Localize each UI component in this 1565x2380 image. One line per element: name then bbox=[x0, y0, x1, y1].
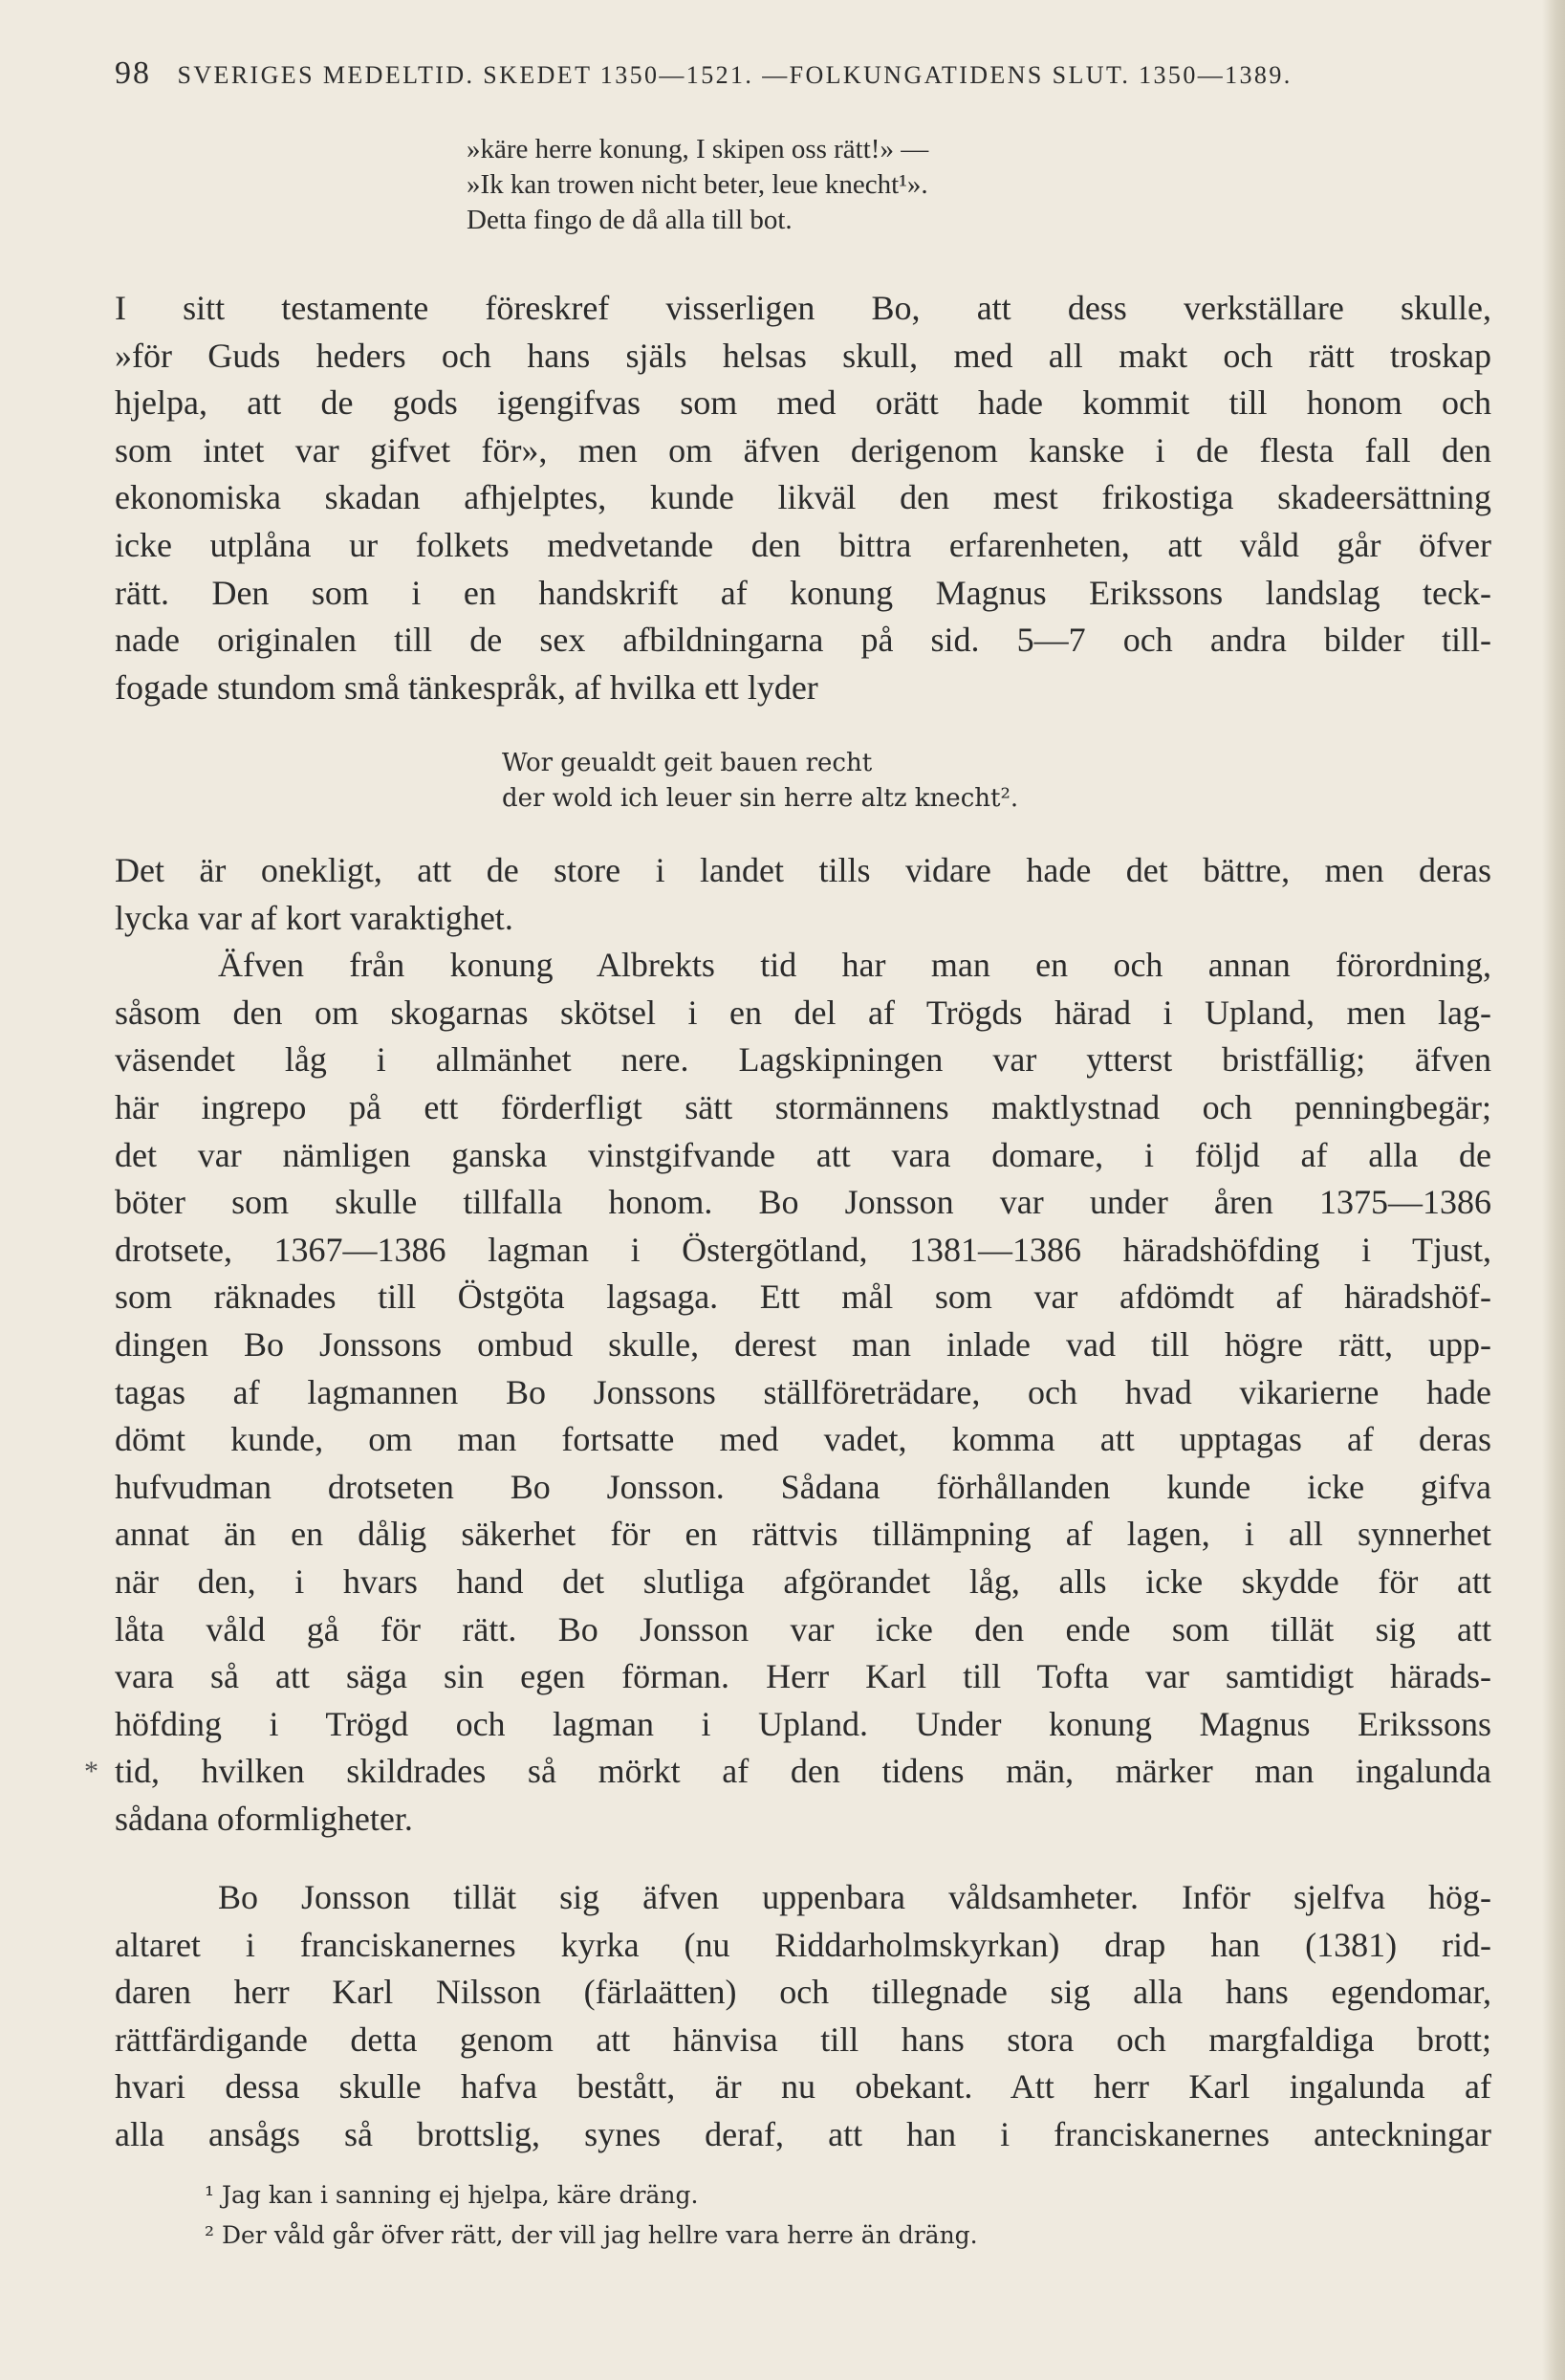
text-line: daren herr Karl Nilsson (färlaätten) och tillegnade sig alla hans egendomar, bbox=[115, 1973, 1491, 2012]
text-line: böter som skulle tillfalla honom. Bo Jonsson var under åren 1375—1386 bbox=[115, 1183, 1491, 1222]
text-line: drotsete, 1367—1386 lagman i Östergötland, 1381—1386 häradshöfding i Tjust, bbox=[115, 1230, 1491, 1269]
text-line: hufvudman drotseten Bo Jonsson. Sådana förhållanden kunde icke gifva bbox=[115, 1467, 1491, 1506]
text-line: såsom den om skogarnas skötsel i en del af Trögds härad i Upland, men lag- bbox=[115, 993, 1491, 1032]
paragraph-law bbox=[115, 847, 1491, 1843]
verse-line: Wor geualdt geit bauen recht bbox=[502, 749, 873, 777]
text-line: som räknades till Östgöta lagsaga. Ett mål som var afdömdt af häradshöf- bbox=[115, 1277, 1491, 1317]
footnote: ¹ Jag kan i sanning ej hjelpa, käre dräng. bbox=[205, 2181, 699, 2209]
text-line: låta våld gå för rätt. Bo Jonsson var icke den ende som tillät sig att bbox=[115, 1609, 1491, 1649]
verse-line: Detta fingo de då alla till bot. bbox=[467, 205, 793, 235]
paragraph-violence bbox=[115, 1874, 1491, 2159]
text-line: hvari dessa skulle hafva bestått, är nu obekant. Att herr Karl ingalunda af bbox=[115, 2067, 1491, 2107]
text-line: nade originalen till de sex afbildningarna på sid. 5—7 och andra bilder till- bbox=[115, 621, 1491, 660]
footnotes bbox=[205, 2175, 1447, 2256]
text-line: dömt kunde, om man fortsatte med vadet, komma att upptagas af deras bbox=[115, 1420, 1491, 1459]
text-line: det var nämligen ganska vinstgifvande att vara domare, i följd af alla de bbox=[115, 1135, 1491, 1174]
text-line: fogade stundom små tänkespråk, af hvilka ett lyder bbox=[115, 667, 818, 707]
text-line: sådana oformligheter. bbox=[115, 1799, 413, 1838]
text-line: lycka var af kort varaktighet. bbox=[115, 898, 513, 937]
text-line: ekonomiska skadan afhjelptes, kunde likväl den mest frikostiga skadeersättning bbox=[115, 478, 1491, 517]
verse-line: »Ik kan trowen nicht beter, leue knecht¹». bbox=[467, 169, 928, 200]
text-line: vara så att säga sin egen förman. Herr Karl till Tofta var samtidigt härads- bbox=[115, 1657, 1491, 1696]
verse-quote-top bbox=[467, 132, 928, 238]
paragraph-testament bbox=[115, 285, 1491, 711]
text-line: »för Guds heders och hans själs helsas skull, med all makt och rätt troskap bbox=[115, 336, 1491, 375]
verse-line: der wold ich leuer sin herre altz knecht². bbox=[502, 784, 1019, 813]
text-line: rättfärdigande detta genom att hänvisa till hans stora och margfaldiga brott; bbox=[115, 2020, 1491, 2059]
margin-asterisk: * bbox=[84, 1756, 98, 1787]
verse-quote-middle bbox=[502, 746, 1018, 817]
running-head-title: SVERIGES MEDELTID. SKEDET 1350—1521. —FOLKUNGATIDENS SLUT. 1350—1389. bbox=[177, 61, 1293, 89]
text-line: tid, hvilken skildrades så mörkt af den tidens män, märker man ingalunda bbox=[115, 1752, 1491, 1791]
text-line: tagas af lagmannen Bo Jonssons ställföreträdare, och hvad vikarierne hade bbox=[115, 1372, 1491, 1411]
page-number: 98 bbox=[115, 55, 151, 91]
text-line: höfding i Trögd och lagman i Upland. Under konung Magnus Erikssons bbox=[115, 1704, 1491, 1743]
text-line: väsendet låg i allmänhet nere. Lagskipningen var ytterst bristfällig; äfven bbox=[115, 1040, 1491, 1080]
text-line: Äfven från konung Albrekts tid har man en och annan förordning, bbox=[218, 946, 1491, 985]
text-line: rätt. Den som i en handskrift af konung Magnus Erikssons landslag teck- bbox=[115, 573, 1491, 612]
text-line: Bo Jonsson tillät sig äfven uppenbara våldsamheter. Inför sjelfva hög- bbox=[218, 1878, 1491, 1916]
text-line: som intet var gifvet för», men om äfven derigenom kanske i de flesta fall den bbox=[115, 430, 1491, 469]
text-line: när den, i hvars hand det slutliga afgörandet låg, alls icke skydde för att bbox=[115, 1561, 1491, 1601]
text-line: dingen Bo Jonssons ombud skulle, derest man inlade vad till högre rätt, upp- bbox=[115, 1324, 1491, 1364]
text-line: alla ansågs så brottslig, synes deraf, att han i franciskanernes anteckningar bbox=[115, 2114, 1491, 2153]
text-line: här ingrepo på ett förderfligt sätt stormännens maktlystnad och penningbegär; bbox=[115, 1087, 1491, 1126]
text-line: I sitt testamente föreskref visserligen Bo, att dess verkställare skulle, bbox=[115, 289, 1491, 327]
verse-line: »käre herre konung, I skipen oss rätt!» — bbox=[467, 134, 929, 164]
page-edge bbox=[1542, 0, 1565, 2380]
text-line: Det är onekligt, att de store i landet tills vidare hade det bättre, men deras bbox=[115, 851, 1491, 889]
text-line: icke utplåna ur folkets medvetande den bittra erfarenheten, att våld går öfver bbox=[115, 525, 1491, 564]
footnote: ² Der våld går öfver rätt, der vill jag hellre vara herre än dräng. bbox=[205, 2221, 978, 2249]
running-header bbox=[115, 55, 1511, 92]
text-line: altaret i franciskanernes kyrka (nu Riddarholmskyrkan) drap han (1381) rid- bbox=[115, 1925, 1491, 1964]
text-line: hjelpa, att de gods igengifvas som med orätt hade kommit till honom och bbox=[115, 383, 1491, 423]
text-line: annat än en dålig säkerhet för en rättvis tillämpning af lagen, i all synnerhet bbox=[115, 1515, 1491, 1554]
